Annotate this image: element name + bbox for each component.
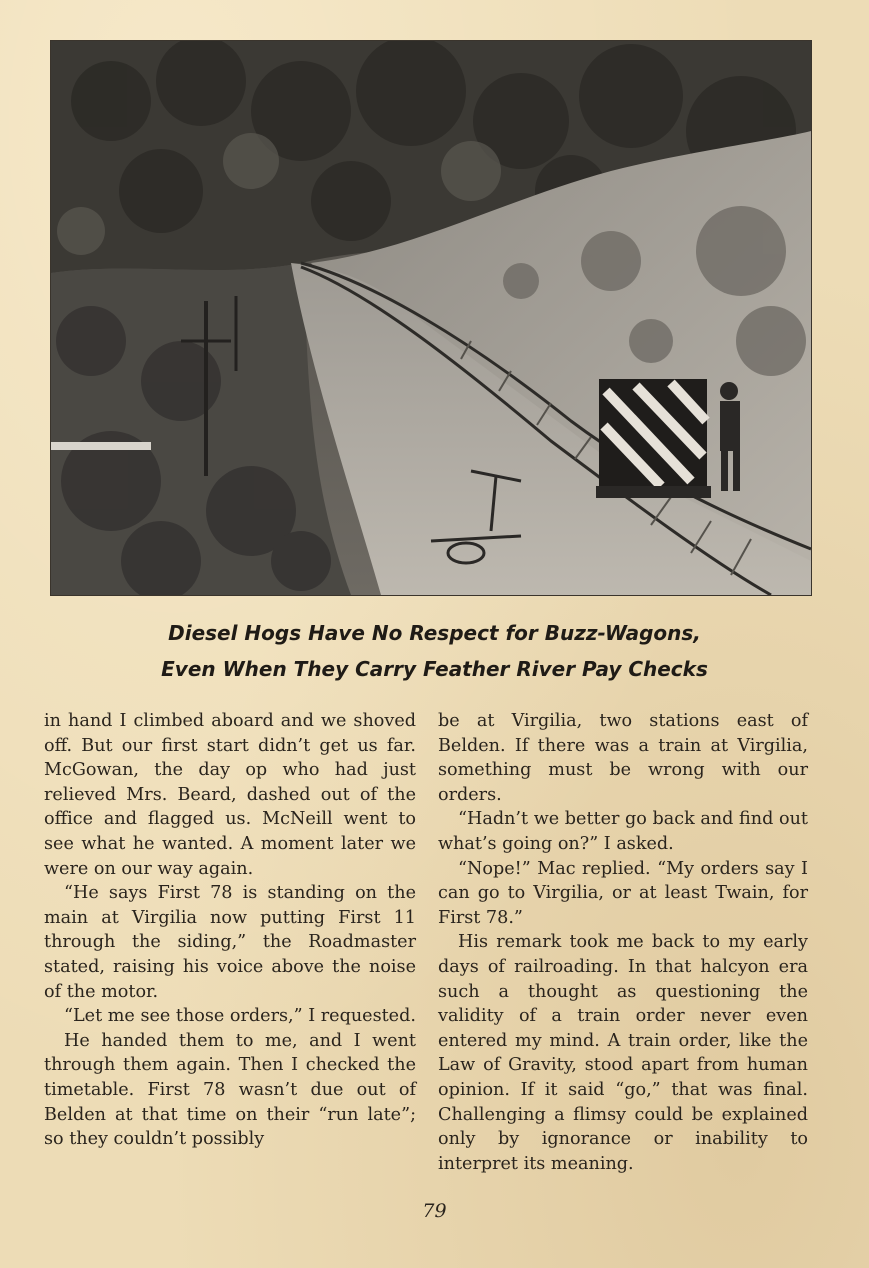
caption-line-1: Diesel Hogs Have No Respect for Buzz-Wagons, xyxy=(168,621,701,645)
right-column xyxy=(438,709,808,1176)
left-column xyxy=(44,709,416,1152)
paragraph: “Let me see those orders,” I requested. xyxy=(64,1006,416,1027)
paragraph: “Hadn’t we better go back and find out what’s going on?” I asked. xyxy=(438,809,808,854)
paragraph: He handed them to me, and I went through them again. Then I checked the timetable. First 78 wasn’t due out of Belden at that time on their “run late”; so they couldn’t possibly xyxy=(44,1030,416,1150)
railroad-photo xyxy=(50,40,812,596)
page-number: 79 xyxy=(422,1200,447,1222)
paragraph: “Nope!” Mac replied. “My orders say I can go to Virgilia, or at least Twain, for First 78.” xyxy=(438,858,808,928)
paragraph: His remark took me back to my early days of railroading. In that halcyon era such a thought as questioning the validity of a train order never even entered my mind. A train order, like the Law of Gravity, stood apart from human opinion. If it said “go,” that was final. Challenging a flimsy could be explained only by ignorance or inability to interpret its meaning. xyxy=(438,932,808,1174)
paragraph: in hand I climbed aboard and we shoved off. But our first start didn’t get us far. McGowan, the day op who had just relieved Mrs. Beard, dashed out of the office and flagged us. McNeill went to see what he wanted. A moment later we were on our way again. xyxy=(44,711,416,879)
photo-illustration xyxy=(51,41,811,595)
paragraph: “He says First 78 is standing on the main at Virgilia now putting First 11 through the siding,” the Roadmaster stated, raising his voice above the noise of the motor. xyxy=(44,883,416,1002)
photo-caption xyxy=(0,615,869,687)
caption-line-2: Even When They Carry Feather River Pay Checks xyxy=(161,657,708,681)
paragraph: be at Virgilia, two stations east of Belden. If there was a train at Virgilia, something must be wrong with our orders. xyxy=(438,711,808,805)
